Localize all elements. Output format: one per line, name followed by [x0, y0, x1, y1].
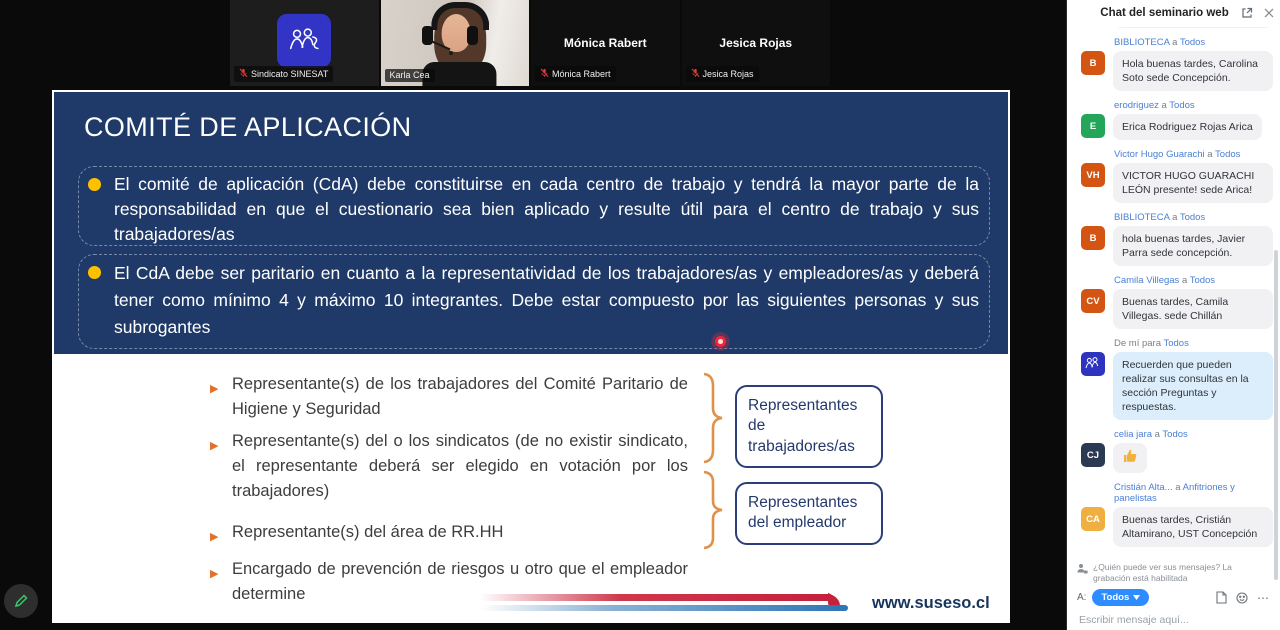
triangle-bullet-icon: ▶ — [210, 383, 219, 395]
chat-title: Chat del seminario web — [1100, 7, 1229, 19]
chat-bubble: VICTOR HUGO GUARACHI LEÓN presente! sede Arica! — [1113, 163, 1273, 203]
slide-header-panel — [54, 92, 1008, 354]
chat-message-header: Cristián Alta... a Anfitriones y panelistas — [1114, 482, 1235, 504]
more-options-icon[interactable]: ⋯ — [1257, 590, 1270, 605]
avatar: CA — [1081, 507, 1105, 531]
recipient-select[interactable]: Todos — [1092, 589, 1149, 606]
chat-message — [1081, 338, 1274, 420]
participant-name-tag: Sindicato SINESAT — [234, 66, 333, 82]
chat-message — [1081, 100, 1274, 140]
chat-message-header: celia jara a Todos — [1114, 429, 1188, 440]
slide-bullet-text: El CdA debe ser paritario en cuanto a la representatividad de los trabajadores/as y empleadores/as y deberá tener como mínimo 4 y máximo 10 integrantes. Debe estar compuesto por las siguientes personas y sus subrogantes — [114, 263, 979, 337]
slide-bullet-text: El comité de aplicación (CdA) debe constituirse en cada centro de trabajo y tendrá la mayor parte de la responsabilidad en que el cuestionario sea bien aplicado y resulte útil para el centro de trabajo y sus trabajadores/as — [114, 174, 979, 244]
slide-list-item: ▶ Representante(s) del o los sindicatos (de no existir sindicato, el representante deberá ser elegido en votación por los trabajadores) — [210, 429, 688, 504]
avatar: CJ — [1081, 443, 1105, 467]
compose-row — [1077, 589, 1270, 606]
avatar: E — [1081, 114, 1105, 138]
popout-icon[interactable] — [1236, 7, 1258, 19]
laser-pointer-dot — [711, 332, 730, 351]
chat-bubble: Erica Rodriguez Rojas Arica — [1113, 114, 1262, 140]
slide-bullet-box-2 — [78, 254, 990, 349]
chat-bubble: Buenas tardes, Camila Villegas. sede Chillán — [1113, 289, 1273, 329]
privacy-note-text: ¿Quién puede ver sus mensajes? La grabación está habilitada — [1093, 562, 1232, 583]
group-box-workers: Representantes de trabajadores/as — [735, 385, 883, 468]
avatar: B — [1081, 51, 1105, 75]
suseso-swoosh — [480, 592, 852, 614]
avatar: B — [1081, 226, 1105, 250]
participant-name: Jesica Rojas — [719, 36, 793, 50]
chat-message-header: Victor Hugo Guarachi a Todos — [1114, 149, 1241, 160]
chat-message — [1081, 275, 1274, 329]
emoji-icon[interactable] — [1236, 592, 1248, 604]
slide-list-item: ▶ Representante(s) del área de RR.HH — [210, 520, 688, 550]
bullet-dot-icon — [88, 266, 101, 279]
bullet-dot-icon — [88, 178, 101, 191]
chat-message — [1081, 482, 1274, 547]
group-box-employer: Representantes del empleador — [735, 482, 883, 545]
video-strip — [230, 0, 830, 86]
video-tile-sindicato-sinesat[interactable] — [230, 0, 379, 86]
mic-muted-icon — [691, 68, 700, 80]
slide-title: COMITÉ DE APLICACIÓN — [84, 112, 412, 142]
participant-name: Mónica Rabert — [563, 36, 647, 50]
chat-scrollbar[interactable] — [1274, 250, 1278, 580]
mic-muted-icon — [239, 68, 248, 80]
suseso-url: www.suseso.cl — [872, 594, 990, 612]
chat-bubble — [1113, 27, 1273, 28]
mic-muted-icon — [540, 68, 549, 80]
avatar — [1081, 352, 1105, 376]
chat-message-header: BIBLIOTECA a Todos — [1114, 212, 1206, 223]
chat-message-header: erodriguez a Todos — [1114, 100, 1195, 111]
triangle-bullet-icon: ▶ — [210, 531, 219, 543]
brace-icon — [700, 470, 726, 550]
video-tile-m-nica-rabert[interactable] — [531, 0, 680, 86]
chat-message — [1081, 27, 1274, 28]
triangle-bullet-icon: ▶ — [210, 568, 219, 580]
chat-message — [1081, 149, 1274, 203]
chat-message — [1081, 212, 1274, 266]
chat-message — [1081, 37, 1274, 91]
chat-messages — [1067, 27, 1274, 558]
chat-header — [1067, 0, 1280, 26]
video-tile-jesica-rojas[interactable] — [682, 0, 831, 86]
chat-message — [1081, 429, 1274, 473]
chat-footer — [1067, 558, 1280, 630]
chat-message-header: BIBLIOTECA a Todos — [1114, 37, 1206, 48]
chat-message-header: Camila Villegas a Todos — [1114, 275, 1216, 286]
chat-bubble: hola buenas tardes, Javier Parra sede concepción. — [1113, 226, 1273, 266]
avatar: CV — [1081, 289, 1105, 313]
slide-list-item: ▶ Representante(s) de los trabajadores del Comité Paritario de Higiene y Seguridad — [210, 372, 688, 422]
slide-list-item: ▶ Encargado de prevención de riesgos u otro que el empleador determine — [210, 557, 688, 607]
presentation-slide — [52, 90, 1010, 623]
chat-bubble: Buenas tardes, Cristián Altamirano, UST Concepción — [1113, 507, 1273, 547]
slide-bullet-box-1 — [78, 166, 990, 246]
file-icon[interactable] — [1216, 591, 1227, 604]
privacy-note — [1077, 562, 1267, 583]
chat-bubble: Hola buenas tardes, Carolina Soto sede Concepción. — [1113, 51, 1273, 91]
triangle-bullet-icon: ▶ — [210, 440, 219, 452]
participant-name-tag: Karla Cea — [385, 69, 435, 82]
annotation-pen-button[interactable] — [4, 584, 38, 618]
avatar: VH — [1081, 163, 1105, 187]
brace-icon — [700, 372, 726, 464]
participant-name-tag: Mónica Rabert — [535, 66, 616, 82]
chat-bubble — [1113, 443, 1147, 473]
video-tile-karla-cea[interactable] — [381, 0, 530, 86]
chat-bubble: Recuerden que pueden realizar sus consultas en la sección Preguntas y respuestas. — [1113, 352, 1273, 420]
slide-list — [210, 372, 688, 614]
sinesat-logo — [277, 14, 331, 68]
close-icon[interactable] — [1258, 8, 1280, 18]
chat-message-input[interactable] — [1077, 613, 1261, 627]
chat-panel — [1066, 0, 1280, 630]
chat-message-header: De mí para Todos — [1114, 338, 1189, 349]
to-label: A: — [1077, 592, 1087, 604]
participant-name-tag: Jesica Rojas — [686, 66, 759, 82]
